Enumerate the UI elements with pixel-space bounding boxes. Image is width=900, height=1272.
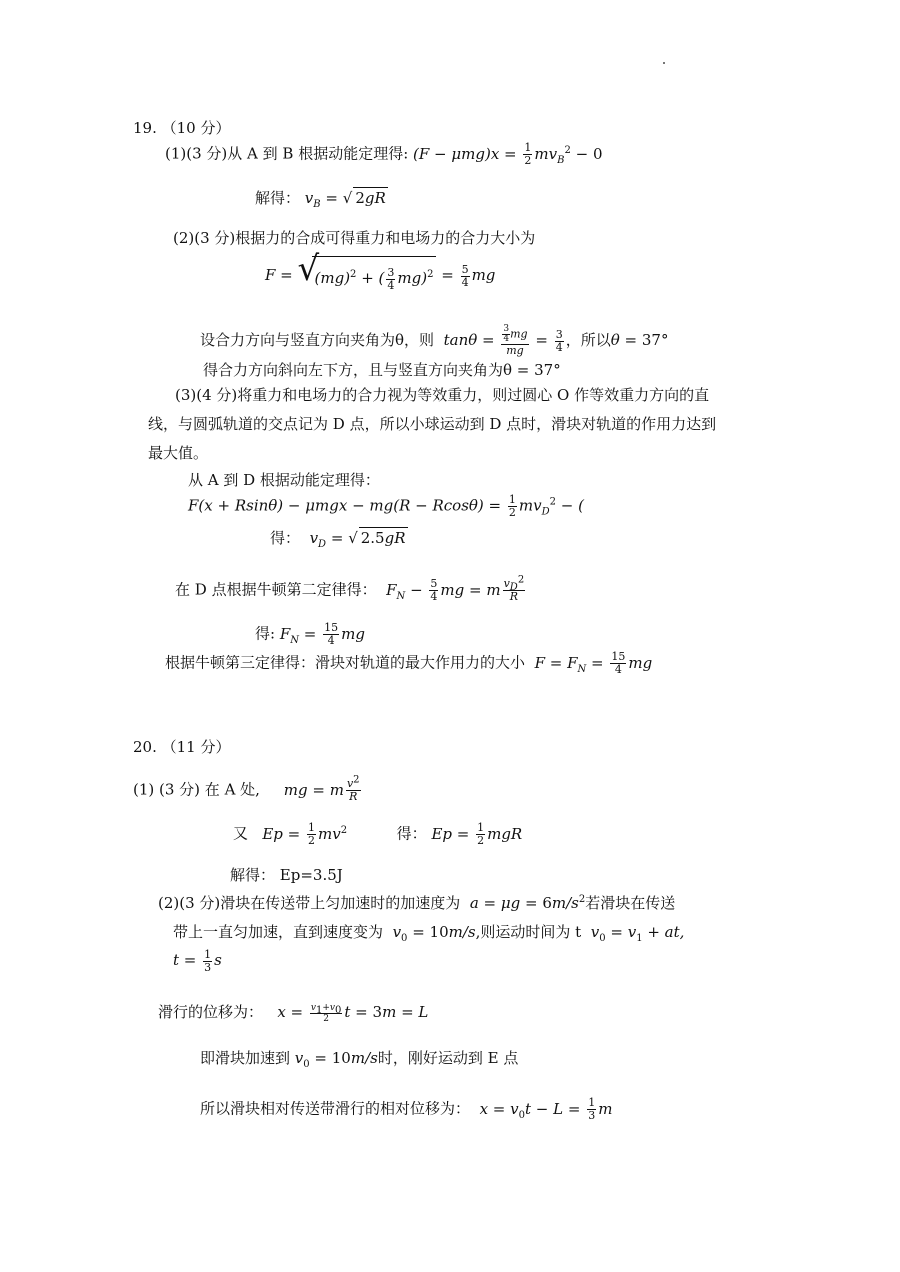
q20-displacement-label: 滑行的位移为：: [158, 1003, 264, 1021]
q19-part3-line2: 线，与圆弧轨道的交点记为 D 点，所以小球运动到 D 点时，滑块对轨道的作用力达到: [148, 415, 717, 433]
q20-part2-text1: (2)(3 分)滑块在传送带上匀加速时的加速度为: [158, 894, 461, 912]
q20-part1-label: (1) (3 分) 在 A 处,: [133, 780, 260, 799]
q19-part1-solve: [255, 187, 388, 208]
q19-vb-equation: $v_B$ = √ 2gR: [304, 189, 386, 210]
q19-newton3-line: [165, 651, 652, 676]
q20-reach-e-label-b: 时，刚好运动到 E 点: [377, 1049, 519, 1067]
q20-ep-line: [233, 822, 522, 847]
q20-circular-equation: mg = m $\frac{v^2}{R}$: [264, 774, 360, 803]
q20-ep-value: Ep=3.5J: [279, 866, 343, 884]
q20-relative-line: [200, 1097, 612, 1122]
q19-part1-solve-label: 解得：: [255, 189, 301, 207]
q19-angle-label: 设合力方向与竖直方向夹角为θ，则: [200, 331, 435, 349]
q20-ep-label2: 得：: [396, 824, 427, 843]
scan-dot: [663, 62, 665, 64]
q19-part1: [165, 142, 603, 167]
q19-energy-equation: F(x + Rsinθ) − μmgx − mg(R − Rcosθ) = $\frac{1}{2}$ $mv_D^2$ − (: [188, 493, 584, 519]
q19-a-to-d-label: 从 A 到 D 根据动能定理得：: [188, 471, 380, 489]
q19-vd-label: 得：: [270, 529, 301, 547]
q19-newton2-label: 在 D 点根据牛顿第二定律得：: [175, 580, 377, 599]
q19-part1-label: (1)(3 分)从 A 到 B 根据动能定理得:: [165, 144, 409, 163]
q19-part3-line3: 最大值。: [148, 444, 209, 462]
q19-fn-label: 得:: [255, 624, 276, 643]
q20-part2-line2: [173, 922, 684, 942]
q20-relative-label: 所以滑块相对传送带滑行的相对位移为：: [200, 1099, 471, 1118]
q19-resultant-force-equation: F = √ (mg)$^2$ + ( $\frac{3}{4}$ mg)$^2$ = $\frac{5}{4}$ mg: [265, 256, 495, 296]
q20-part1-solve: [230, 865, 343, 885]
q20-displacement-line: [158, 1002, 428, 1024]
q20-part2-text3: 带上一直匀加速，直到速度变为: [173, 923, 384, 941]
q20-reach-e-equation: $v_0 = 10m/s$: [294, 1049, 378, 1070]
q19-part1-equation: (F − μmg)x = $\frac{1}{2}$ $mv_B^2 - 0$: [413, 141, 603, 167]
q20-part2-text4: ,则运动时间为 t: [475, 923, 582, 941]
q19-fn-equation: $F_N$ = $\frac{15}{4}$ mg: [279, 621, 365, 647]
q20-acceleration-equation: $a = \mu g = 6m/s^2$: [465, 894, 586, 912]
q20-displacement-equation: x = $\frac{v_1+v_0}{2}$ t = 3m = L: [267, 1002, 429, 1024]
q20-v0-equation: $v_0 = 10m/s$: [387, 923, 476, 944]
q19-tan-equation: tanθ = $\frac{3}{4}$ mg mg = $\frac{3}{4}$ ，所以θ = 37°: [438, 324, 669, 357]
q20-reach-e-line: [200, 1048, 518, 1068]
q20-reach-e-label-a: 即滑块加速到: [200, 1049, 291, 1067]
q20-ep-equation2: Ep = $\frac{1}{2}$ mgR: [431, 821, 523, 847]
q20-ep-label1: 又: [233, 824, 249, 843]
q19-newton2-equation: $F_N$ − $\frac{5}{4}$ mg = m $\frac{v_D^2}{R}$: [381, 574, 525, 603]
q19-part3-line1: (3)(4 分)将重力和电场力的合力视为等效重力，则过圆心 O 作等效重力方向的直: [175, 386, 710, 404]
q19-newton3-label: 根据牛顿第三定律得：滑块对轨道的最大作用力的大小: [165, 653, 526, 672]
q19-angle-line: [200, 325, 668, 357]
q20-part1-solve-label: 解得：: [230, 866, 276, 884]
q19-vd-line: [270, 527, 408, 548]
q19-vd-equation: $v_D$ = √ 2.5gR: [304, 529, 406, 550]
q20-velocity-equation: $v_0 = v_1$ + at,: [585, 923, 685, 944]
q19-newton2-line: [175, 574, 527, 603]
q20-part2-line1: [158, 893, 675, 913]
q20-header: 20. （11 分）: [133, 738, 231, 756]
q20-relative-equation: $x = v_0t - L$ = $\frac{1}{3}$ m: [474, 1096, 613, 1122]
q20-ep-equation1: Ep = $\frac{1}{2}$ $mv^2$: [252, 821, 348, 847]
q19-fn-line: [255, 622, 365, 647]
q20-part1: [133, 774, 363, 803]
q20-time-equation: t = $\frac{1}{3}$ s: [173, 947, 222, 974]
q20-part2-text2: 若滑块在传送: [585, 894, 676, 912]
q19-header: 19. （10 分）: [133, 119, 231, 137]
q19-part2: (2)(3 分)根据力的合成可得重力和电场力的合力大小为: [173, 229, 536, 247]
q19-direction-result: 得合力方向斜向左下方，且与竖直方向夹角为θ = 37°: [203, 361, 561, 379]
q19-max-force-equation: $F = F_N$ = $\frac{15}{4}$ mg: [529, 650, 653, 676]
